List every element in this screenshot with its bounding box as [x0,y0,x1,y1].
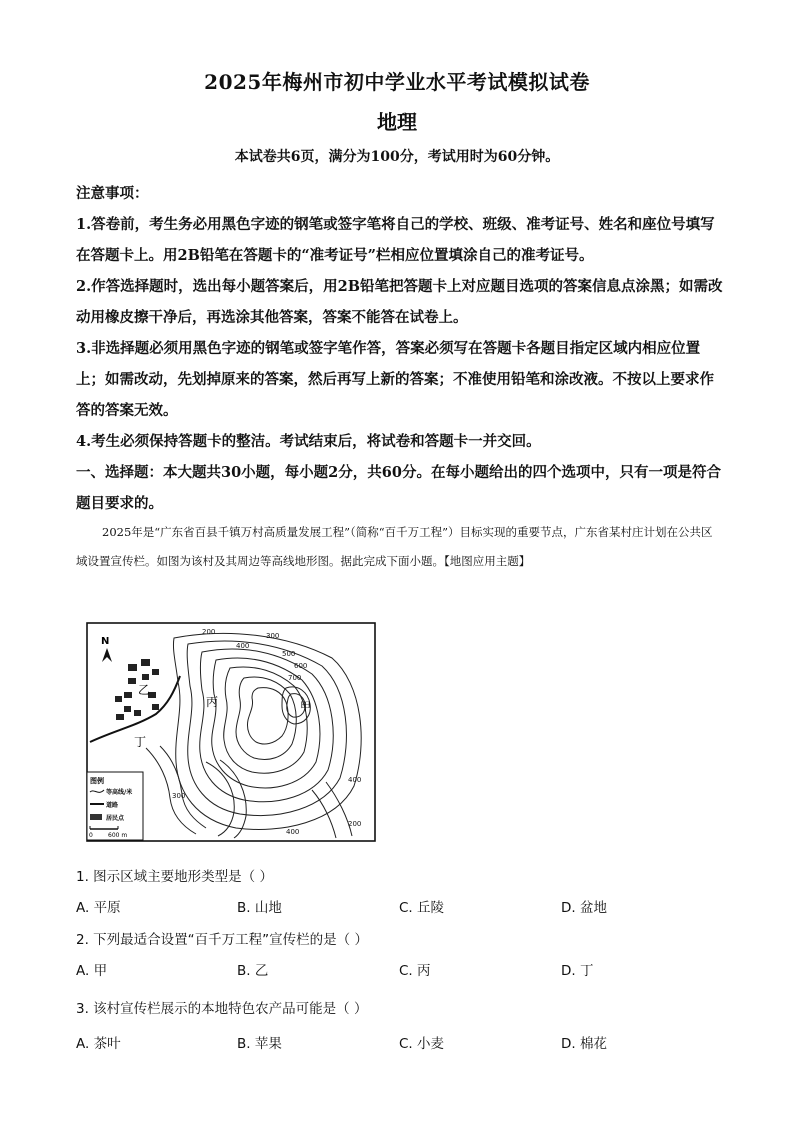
instruction-item-2: 2.作答选择题时，选出每小题答案后，用2B铅笔把答题卡上对应题目选项的答案信息点涂黑；如需改动用橡皮擦干净后，再选涂其他答案，答案不能答在试卷上。 [76,278,723,326]
legend-scale-end: 600 m [108,832,128,839]
instruction-item-4: 4.考生必须保持答题卡的整洁。考试结束后，将试卷和答题卡一并交回。 [76,433,541,450]
legend-contour: 等高线/米 [106,789,133,796]
instruction-item-1: 1.答卷前，考生务必用黑色字迹的钢笔或签字笔将自己的学校、班级、准考证号、姓名和座位号填写在答题卡上。用2B铅笔在答题卡的“准考证号”栏相应位置填涂自己的准考证号。 [76,216,715,264]
contour-label: 500 [282,650,296,658]
contour-label: 700 [288,674,302,682]
contour-label: 200 [202,628,216,636]
label-yi: 乙 [138,683,151,697]
north-label: N [101,636,110,647]
label-jia: 甲 [300,700,311,713]
map-legend [87,772,143,840]
question-2-option-c: C. 丙 [399,963,431,979]
contour-label: 400 [348,776,362,784]
question-1-option-d: D. 盆地 [561,900,607,916]
question-3-option-c: C. 小麦 [399,1036,445,1052]
label-ding: 丁 [134,735,147,749]
contour-label: 600 [294,662,308,670]
contour-label: 200 [348,820,362,828]
contour-map [86,622,376,842]
contour-label: 300 [266,632,280,640]
contour-label: 400 [236,642,250,650]
instructions [76,178,726,519]
instruction-item-3: 3.非选择题必须用黑色字迹的钢笔或签字笔作答，答案必须写在答题卡各题目指定区域内相应位置上；如需改动，先划掉原来的答案，然后再写上新的答案；不准使用铅笔和涂改液。不按以上要求作答的答案无效。 [76,340,714,419]
reading-passage: 2025年是“广东省百县千镇万村高质量发展工程”（简称“百千万工程”）目标实现的重要节点，广东省某村庄计划在公共区域设置宣传栏。如图为该村及其周边等高线地形图。据此完成下面小题。【地图应用主题】 [76,525,713,568]
legend-scale-start: 0 [89,832,93,839]
exam-info: 本试卷共6页，满分为100分，考试用时为60分钟。 [234,149,560,165]
question-3-option-d: D. 棉花 [561,1036,607,1052]
legend-settlement: 居民点 [106,815,125,822]
contour-label: 400 [286,828,300,836]
question-3-stem: 3. 该村宣传栏展示的本地特色农产品可能是（ ） [76,1001,368,1017]
question-3-option-a: A. 茶叶 [76,1036,121,1052]
question-3-option-b: B. 苹果 [237,1036,282,1052]
question-1-option-b: B. 山地 [237,900,282,916]
question-1-option-a: A. 平原 [76,900,121,916]
exam-title: 2025年梅州市初中学业水平考试模拟试卷 [204,70,590,94]
legend-title: 图例 [90,777,104,785]
question-2-option-d: D. 丁 [561,963,594,979]
legend-road: 道路 [106,802,119,809]
question-1-stem: 1. 图示区域主要地形类型是（ ） [76,869,273,885]
question-2-option-a: A. 甲 [76,963,108,979]
instructions-heading: 注意事项： [76,185,149,202]
contour-label: 300 [172,792,186,800]
question-1-option-c: C. 丘陵 [399,900,445,916]
label-bing: 丙 [206,695,219,709]
section-heading: 一、选择题：本大题共30小题，每小题2分，共60分。在每小题给出的四个选项中，只有一项是符合题目要求的。 [76,464,721,512]
question-2-stem: 2. 下列最适合设置“百千万工程”宣传栏的是（ ） [76,932,368,948]
question-2-option-b: B. 乙 [237,963,269,979]
exam-subject: 地理 [377,110,417,134]
